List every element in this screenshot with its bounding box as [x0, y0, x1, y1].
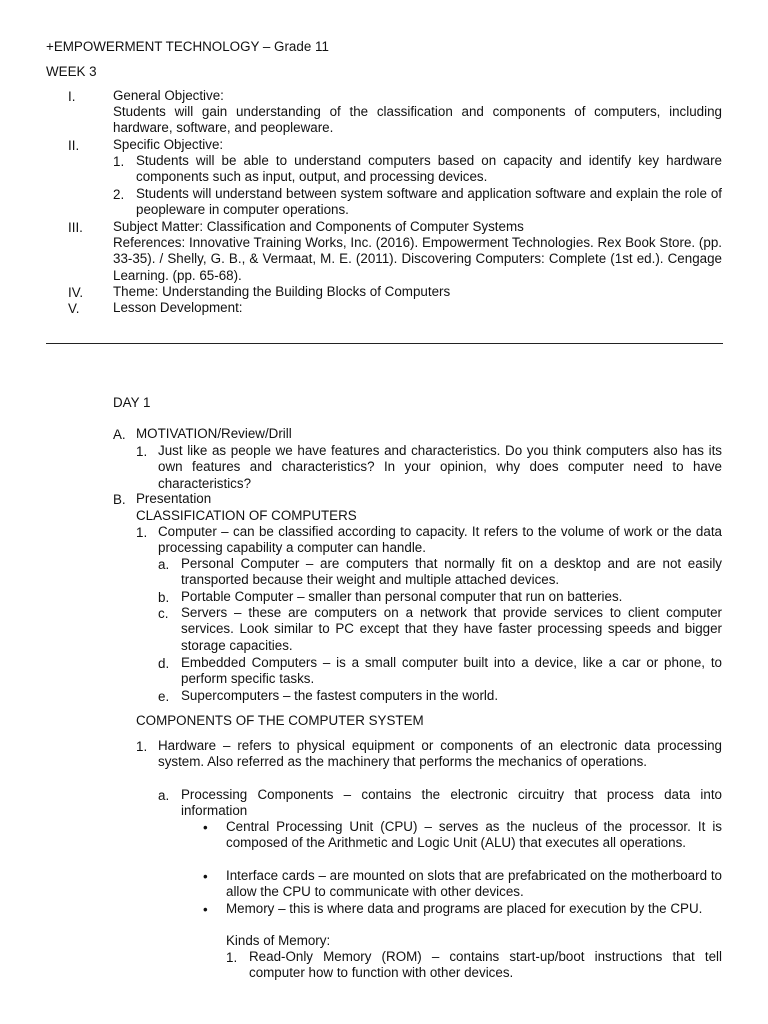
- processing-text: Processing Components – contains the electronic circuitry that process data into information: [181, 787, 722, 819]
- document-title: +EMPOWERMENT TECHNOLOGY – Grade 11: [46, 39, 329, 54]
- specific-objective-label: Specific Objective:: [113, 137, 224, 152]
- class-text: Personal Computer – are computers that normally fit on a desktop and are not easily transported because their weight and multiple attached devices.: [181, 556, 722, 588]
- class-letter: c.: [158, 606, 169, 621]
- outline-marker-iv: IV.: [68, 285, 84, 300]
- bullet-mark: •: [203, 902, 208, 917]
- general-objective-text: Students will gain understanding of the classification and components of computers, including hardware, software, and peopleware.: [113, 104, 722, 136]
- class-letter: b.: [158, 590, 170, 605]
- horizontal-rule: [46, 343, 723, 344]
- processing-letter: a.: [158, 788, 170, 803]
- motivation-num: 1.: [136, 444, 148, 459]
- week-label: WEEK 3: [46, 64, 97, 79]
- class-text: Supercomputers – the fastest computers in the world.: [181, 688, 499, 703]
- rom-text: Read-Only Memory (ROM) – contains start-up/boot instructions that tell computer how to function with other devices.: [249, 949, 722, 981]
- class-letter: a.: [158, 557, 170, 572]
- lesson-development-label: Lesson Development:: [113, 300, 243, 315]
- class-letter: d.: [158, 656, 170, 671]
- outline-marker-v: V.: [68, 301, 80, 316]
- components-heading: COMPONENTS OF THE COMPUTER SYSTEM: [136, 713, 424, 728]
- day-heading: DAY 1: [113, 395, 151, 410]
- outline-marker-iii: III.: [68, 220, 83, 235]
- bullet-text: Central Processing Unit (CPU) – serves as the nucleus of the processor. It is composed of the Arithmetic and Logic Unit (ALU) that executes all operations.: [226, 819, 722, 851]
- section-b-marker: B.: [113, 492, 126, 507]
- class-text: Portable Computer – smaller than personal computer that run on batteries.: [181, 589, 623, 604]
- theme-text: Theme: Understanding the Building Blocks of Computers: [113, 284, 451, 299]
- objective-num: 2.: [113, 187, 125, 202]
- capacity-num: 1.: [136, 525, 148, 540]
- section-a-marker: A.: [113, 427, 126, 442]
- outline-marker-ii: II.: [68, 138, 80, 153]
- motivation-text: Just like as people we have features and characteristics. Do you think computers also has its own features and characteristics? In your opinion, why does computer need to have characteristics?: [158, 443, 722, 491]
- hardware-num: 1.: [136, 739, 148, 754]
- references-text: References: Innovative Training Works, Inc. (2016). Empowerment Technologies. Rex Book Store. (pp. 33-35). / Shelly, G. B., & Vermaat, M. E. (2011). Discovering Computers: Complete (1st ed.). Cengage Learning. (pp. 65-68).: [113, 235, 722, 283]
- objective-text: Students will understand between system software and application software and explain the role of peopleware in computer operations.: [136, 186, 722, 218]
- objective-num: 1.: [113, 154, 125, 169]
- objective-text: Students will be able to understand computers based on capacity and identify key hardware components such as input, output, and processing devices.: [136, 153, 722, 185]
- bullet-mark: •: [203, 869, 208, 884]
- kinds-of-memory: Kinds of Memory:: [226, 933, 331, 948]
- class-letter: e.: [158, 689, 170, 704]
- classification-heading: CLASSIFICATION OF COMPUTERS: [136, 508, 357, 523]
- outline-marker-i: I.: [68, 89, 76, 104]
- section-b-label: Presentation: [136, 491, 212, 506]
- class-text: Embedded Computers – is a small computer built into a device, like a car or phone, to perform specific tasks.: [181, 655, 722, 687]
- subject-matter: Subject Matter: Classification and Components of Computer Systems: [113, 219, 524, 234]
- general-objective-label: General Objective:: [113, 88, 224, 103]
- section-a-label: MOTIVATION/Review/Drill: [136, 426, 292, 441]
- hardware-text: Hardware – refers to physical equipment or components of an electronic data processing system. Also referred as the machinery that performs the mechanics of operations.: [158, 738, 722, 770]
- rom-num: 1.: [226, 950, 238, 965]
- bullet-text: Memory – this is where data and programs are placed for execution by the CPU.: [226, 901, 703, 916]
- bullet-text: Interface cards – are mounted on slots that are prefabricated on the motherboard to allow the CPU to communicate with other devices.: [226, 868, 722, 900]
- capacity-text: Computer – can be classified according to capacity. It refers to the volume of work or the data processing capability a computer can handle.: [158, 524, 722, 556]
- class-text: Servers – these are computers on a network that provide services to client computer services. Look similar to PC except that they have faster processing speeds and bigger storage capacities.: [181, 605, 722, 653]
- bullet-mark: •: [203, 820, 208, 835]
